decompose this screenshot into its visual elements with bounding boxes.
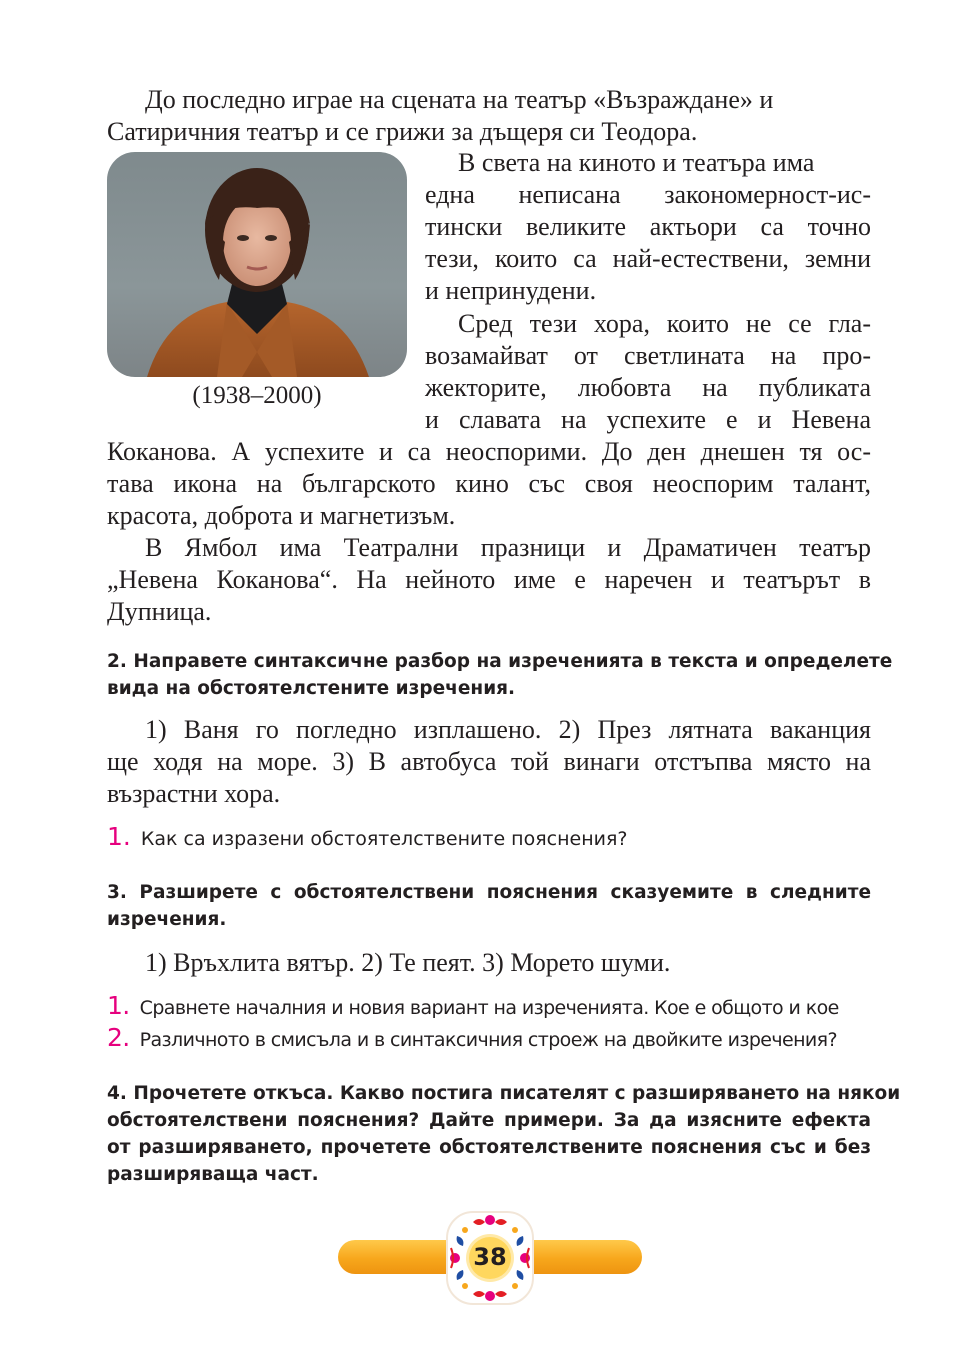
para3-line-7: красота, доброта и магнетизъм.	[107, 501, 456, 530]
para3-line-1: Сред тези хора, които не се гла-	[458, 309, 871, 338]
task2-heading-line-2: вида на обстоятелстените изречения.	[107, 678, 516, 699]
task4-heading-line-4: разширяваща част.	[107, 1164, 319, 1185]
question-number: 1.	[107, 822, 131, 851]
para1-line-1: До последно играе на сцената на театър «Възраждане» и	[145, 85, 774, 114]
para2-line-1: В света на киното и театъра има	[458, 148, 815, 177]
task2-text-line-3: възрастни хора.	[107, 779, 281, 808]
task3-text: 1) Връхлита вятър. 2) Те пеят. 3) Морето шуми.	[145, 948, 671, 977]
para3-line-3: жекторите, любовта на публиката	[425, 373, 871, 402]
task2-text-line-1: 1) Ваня го погледно изплашено. 2) През лятната ваканция	[145, 715, 871, 744]
para4-line-2: „Невена Коканова“. На нейното име е наречен и театърът в	[107, 565, 871, 594]
task3-question-1	[107, 991, 839, 1023]
para2-line-4: тези, които са най-естествени, земни	[425, 244, 871, 273]
task3-heading-line-2: изречения.	[107, 909, 227, 930]
portrait-caption: (1938–2000)	[192, 382, 322, 409]
para2-line-5: и непринудени.	[425, 276, 597, 305]
para3-line-2: возамайват от светлината на про-	[425, 341, 871, 370]
task3-question-2	[107, 1023, 837, 1055]
task2-heading-line-1: 2. Направете синтаксичне разбор на изреченията в текста и определете	[107, 651, 893, 672]
para3-line-4: и славата на успехите е и Невена	[425, 405, 871, 434]
portrait-illustration	[107, 152, 407, 377]
para1-line-2: Сатиричния театър и се грижи за дъщеря си Теодора.	[107, 117, 698, 146]
task4-heading-line-2: обстоятелствени пояснения? Дайте примери. За да изясните ефекта	[107, 1110, 871, 1131]
task2-question-1	[107, 822, 628, 854]
para4-line-1: В Ямбол има Театрални празници и Драматичен театър	[145, 533, 871, 562]
question-number: 1.	[107, 991, 130, 1020]
para2-line-2: една неписана закономерност-ис-	[425, 180, 871, 209]
para3-line-6: тава икона на българското кино със своя неоспорим талант,	[107, 469, 871, 498]
portrait-photo	[107, 152, 407, 377]
para3-line-5: Коканова. А успехите и са неоспорими. До ден днешен тя ос-	[107, 437, 871, 466]
page-number: 38	[473, 1243, 507, 1271]
task4-heading-line-3: от разширяването, прочетете обстоятелствените пояснения със и без	[107, 1137, 871, 1158]
task4-heading-line-1: 4. Прочетете откъса. Какво постига писателят с разширяването на някои	[107, 1083, 901, 1104]
question-text: Сравнете началния и новия вариант на изреченията. Кое е общото и кое	[139, 997, 839, 1019]
question-text: Как са изразени обстоятелствените пояснения?	[140, 828, 628, 850]
question-text: Различното в смисъла и в синтаксичния строеж на двойките изречения?	[139, 1029, 837, 1051]
task2-text-line-2: ще ходя на море. 3) В автобуса той винаги отстъпва място на	[107, 747, 871, 776]
question-number: 2.	[107, 1023, 130, 1052]
task3-heading-line-1: 3. Разширете с обстоятелствени пояснения сказуемите в следните	[107, 882, 871, 903]
para4-line-3: Дупница.	[107, 597, 212, 626]
para2-line-3: тински великите актьори са точно	[425, 212, 871, 241]
